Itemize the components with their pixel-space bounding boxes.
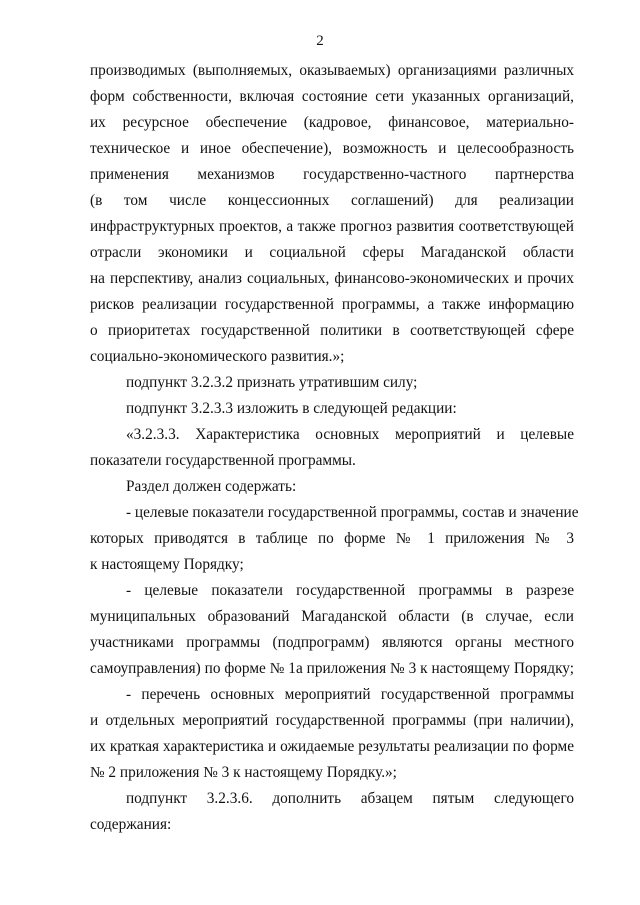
text-line: их краткая характеристика и ожидаемые результаты реализации по форме (90, 738, 574, 755)
text-line: рисков реализации государственной программы, а также информацию (90, 296, 574, 313)
text-line: применения механизмов государственно-частного партнерства (90, 166, 574, 183)
text-line: содержания: (90, 816, 172, 833)
text-line: к настоящему Порядку; (90, 556, 244, 573)
text-line: подпункт 3.2.3.6. дополнить абзацем пятым следующего (126, 790, 574, 807)
text-line: - целевые показатели государственной программы в разрезе (126, 582, 574, 599)
text-line: инфраструктурных проектов, а также прогноз развития соответствующей (90, 218, 574, 235)
text-line: - перечень основных мероприятий государственной программы (126, 686, 574, 703)
text-line: подпункт 3.2.3.2 признать утратившим силу; (126, 374, 418, 391)
text-line: участниками программы (подпрограмм) являются органы местного (90, 634, 574, 651)
text-line: отрасли экономики и социальной сферы Магаданской области (90, 244, 574, 261)
text-line: социально-экономического развития.»; (90, 348, 345, 365)
text-line: их ресурсное обеспечение (кадровое, финансовое, материально- (90, 114, 574, 131)
text-line: Раздел должен содержать: (126, 478, 297, 495)
document-body (90, 58, 579, 838)
text-line: муниципальных образований Магаданской области (в случае, если (90, 608, 574, 625)
text-line: производимых (выполняемых, оказываемых) организациями различных (90, 62, 574, 79)
text-line: - целевые показатели государственной программы, состав и значение (126, 504, 579, 521)
text-line: на перспективу, анализ социальных, финансово-экономических и прочих (90, 270, 574, 287)
text-line: и отдельных мероприятий государственной программы (при наличии), (90, 712, 574, 729)
text-line: которых приводятся в таблице по форме № 1 приложения № 3 (90, 530, 574, 547)
page-number: 2 (316, 33, 324, 49)
text-line: показатели государственной программы. (90, 452, 356, 469)
text-line: (в том числе концессионных соглашений) для реализации (90, 192, 574, 209)
text-line: о приоритетах государственной политики в соответствующей сфере (90, 322, 574, 339)
text-line: самоуправления) по форме № 1а приложения № 3 к настоящему Порядку; (90, 660, 574, 677)
text-line: техническое и иное обеспечение), возможность и целесообразность (90, 140, 574, 157)
text-line: № 2 приложения № 3 к настоящему Порядку.»; (90, 764, 397, 781)
text-line: «3.2.3.3. Характеристика основных мероприятий и целевые (126, 426, 574, 443)
text-line: подпункт 3.2.3.3 изложить в следующей редакции: (126, 400, 457, 417)
text-line: форм собственности, включая состояние сети указанных организаций, (90, 88, 574, 105)
